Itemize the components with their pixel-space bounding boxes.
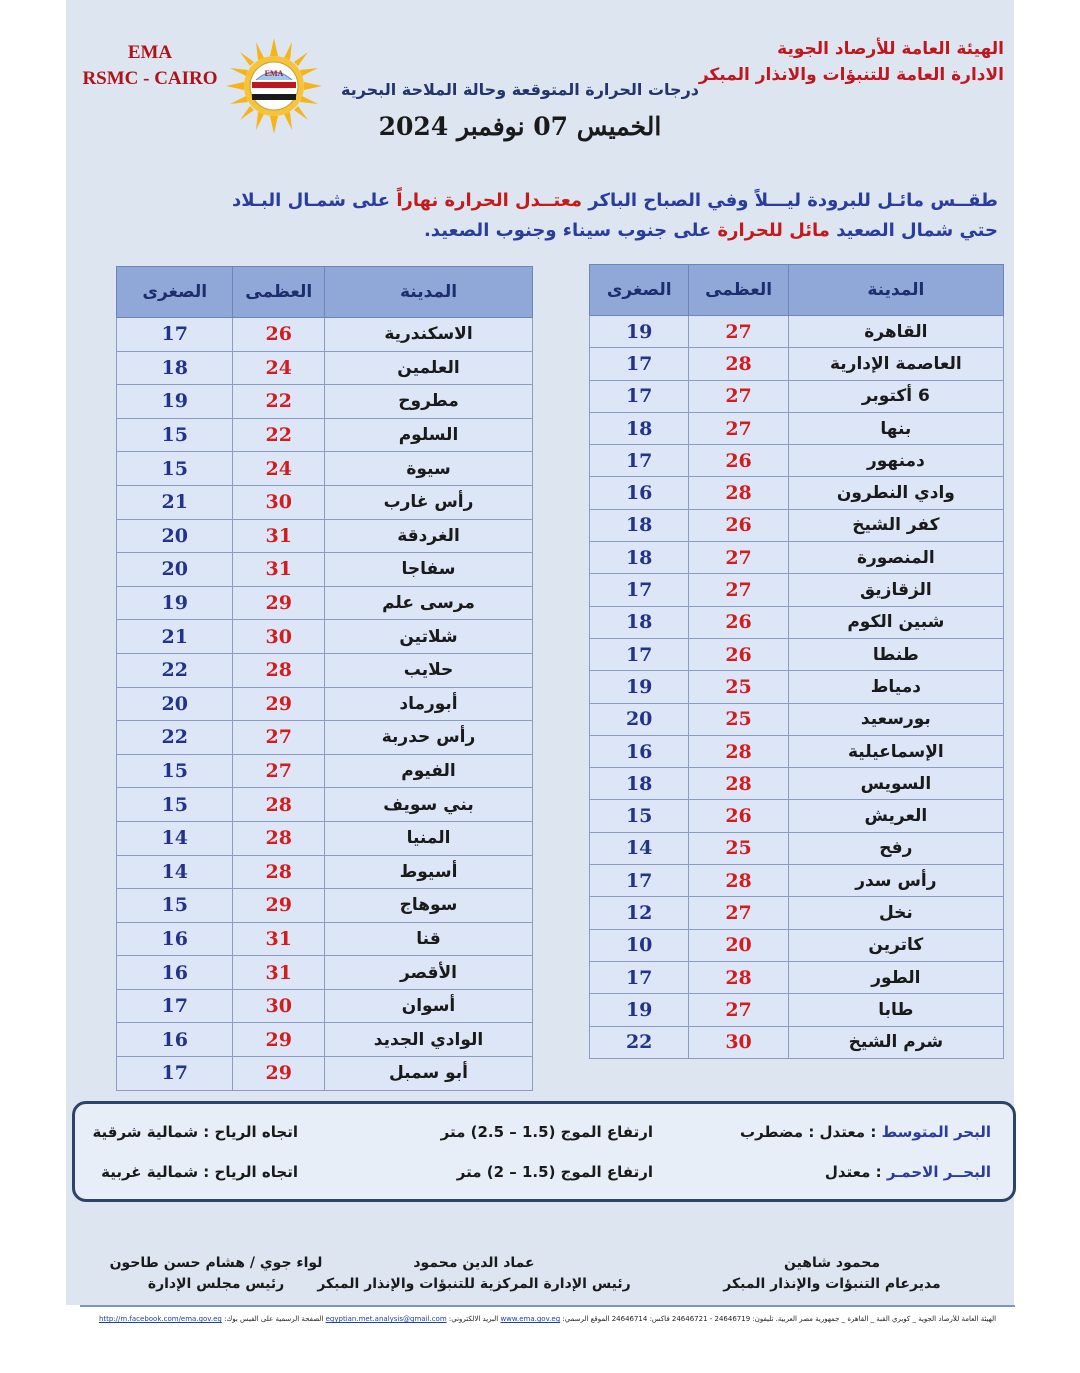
website-link[interactable]: www.ema.gov.eg: [500, 1315, 561, 1323]
max-temp-cell: 26: [689, 445, 788, 477]
city-cell: بنها: [788, 412, 1003, 444]
city-cell: الزقازيق: [788, 574, 1003, 606]
table-row: [117, 1057, 533, 1091]
max-temp-cell: 25: [689, 671, 788, 703]
city-cell: مطروح: [325, 385, 533, 419]
min-temp-cell: 16: [117, 922, 233, 956]
table-row: [590, 897, 1004, 929]
table-row: [117, 485, 533, 519]
min-temp-cell: 19: [117, 385, 233, 419]
max-temp-cell: 28: [689, 961, 788, 993]
max-temp-cell: 27: [689, 897, 788, 929]
forecast-part-1: طقــس مائـل للبرودة ليـــلاً وفي الصباح الباكر: [588, 190, 998, 211]
forecast-part-3: على شمـال البـلاد حتي شمال الصعيد: [232, 190, 998, 241]
min-column-header: الصغرى: [117, 267, 233, 318]
min-temp-cell: 17: [590, 961, 689, 993]
table-row: [590, 412, 1004, 444]
wind-direction: اتجاه الرياح : شمالية غربية: [101, 1163, 298, 1181]
footer-contact: [90, 1315, 1005, 1323]
min-temp-cell: 17: [590, 865, 689, 897]
max-temp-cell: 26: [689, 800, 788, 832]
max-temp-cell: 30: [233, 620, 325, 654]
mediterranean-row: [75, 1123, 1013, 1153]
min-temp-cell: 22: [117, 721, 233, 755]
max-temp-cell: 31: [233, 519, 325, 553]
table-row: [590, 606, 1004, 638]
city-cell: كاترين: [788, 929, 1003, 961]
max-temp-cell: 25: [689, 832, 788, 864]
max-temp-cell: 26: [689, 638, 788, 670]
city-cell: نخل: [788, 897, 1003, 929]
table-row: [590, 800, 1004, 832]
org-line-1: الهيئة العامة للأرصاد الجوية: [777, 39, 1004, 59]
signatures: [66, 1253, 1014, 1303]
min-temp-cell: 15: [117, 452, 233, 486]
table-row: [590, 316, 1004, 348]
min-temp-cell: 22: [590, 1026, 689, 1058]
city-cell: بورسعيد: [788, 703, 1003, 735]
city-cell: الغردقة: [325, 519, 533, 553]
signer-name: عماد الدين محمود: [413, 1255, 535, 1271]
city-cell: الطور: [788, 961, 1003, 993]
max-temp-cell: 28: [689, 768, 788, 800]
max-temp-cell: 27: [689, 994, 788, 1026]
city-column-header: المدينة: [325, 267, 533, 318]
max-temp-cell: 31: [233, 553, 325, 587]
city-cell: العريش: [788, 800, 1003, 832]
table-row: [117, 821, 533, 855]
min-temp-cell: 19: [590, 671, 689, 703]
table-row: [117, 418, 533, 452]
min-temp-cell: 15: [117, 754, 233, 788]
min-temp-cell: 16: [117, 956, 233, 990]
signer-2: [304, 1253, 644, 1295]
max-temp-cell: 29: [233, 889, 325, 923]
table-row: [590, 961, 1004, 993]
max-temp-cell: 28: [689, 735, 788, 767]
max-temp-cell: 28: [689, 477, 788, 509]
facebook-link[interactable]: http://m.facebook.com/ema.gov.eg: [98, 1315, 222, 1323]
city-cell: رأس حدربة: [325, 721, 533, 755]
city-cell: رأس غارب: [325, 485, 533, 519]
table-row: [117, 956, 533, 990]
max-temp-cell: 28: [233, 855, 325, 889]
min-temp-cell: 18: [590, 542, 689, 574]
max-temp-cell: 28: [233, 653, 325, 687]
city-cell: أبو سمبل: [325, 1057, 533, 1091]
signer-title: رئيس مجلس الإدارة: [147, 1276, 285, 1292]
temperature-table-left: [116, 266, 533, 1091]
forecast-part-2: معتــدل الحرارة نهاراً: [396, 190, 583, 211]
table-row: [590, 542, 1004, 574]
max-temp-cell: 31: [233, 956, 325, 990]
city-cell: 6 أكتوبر: [788, 380, 1003, 412]
max-temp-cell: 30: [233, 485, 325, 519]
city-cell: شرم الشيخ: [788, 1026, 1003, 1058]
signer-title: رئيس الإدارة المركزية للتنبؤات والإنذار المبكر: [317, 1276, 631, 1292]
city-cell: دمنهور: [788, 445, 1003, 477]
sea-state: : معتدل: [824, 1163, 882, 1181]
city-cell: الفيوم: [325, 754, 533, 788]
city-cell: الوادي الجديد: [325, 1023, 533, 1057]
max-temp-cell: 20: [689, 929, 788, 961]
table-row: [117, 889, 533, 923]
min-temp-cell: 20: [117, 553, 233, 587]
city-cell: أسوان: [325, 989, 533, 1023]
max-temp-cell: 22: [233, 385, 325, 419]
city-cell: المنصورة: [788, 542, 1003, 574]
city-column-header: المدينة: [788, 265, 1003, 316]
table-row: [590, 509, 1004, 541]
max-temp-cell: 28: [689, 348, 788, 380]
ema-rsmc-label: [70, 40, 230, 92]
table-row: [117, 1023, 533, 1057]
max-temp-cell: 27: [689, 380, 788, 412]
city-cell: رأس سدر: [788, 865, 1003, 897]
city-cell: طنطا: [788, 638, 1003, 670]
table-row: [590, 832, 1004, 864]
table-row: [117, 586, 533, 620]
table-row: [117, 721, 533, 755]
min-temp-cell: 19: [590, 316, 689, 348]
table-row: [590, 1026, 1004, 1058]
table-row: [117, 922, 533, 956]
table-row: [117, 855, 533, 889]
city-cell: سفاجا: [325, 553, 533, 587]
city-cell: دمياط: [788, 671, 1003, 703]
city-cell: السلوم: [325, 418, 533, 452]
organization-name: [699, 36, 1004, 88]
min-temp-cell: 17: [590, 638, 689, 670]
min-temp-cell: 17: [117, 318, 233, 352]
table-row: [590, 445, 1004, 477]
max-column-header: العظمى: [689, 265, 788, 316]
city-cell: رفح: [788, 832, 1003, 864]
max-temp-cell: 29: [233, 687, 325, 721]
table-header-row: [117, 267, 533, 318]
min-temp-cell: 21: [117, 485, 233, 519]
max-temp-cell: 26: [689, 509, 788, 541]
min-temp-cell: 16: [590, 735, 689, 767]
max-column-header: العظمى: [233, 267, 325, 318]
signer-3: [86, 1253, 346, 1295]
min-temp-cell: 14: [117, 821, 233, 855]
table-row: [117, 788, 533, 822]
table-row: [117, 754, 533, 788]
min-temp-cell: 18: [590, 606, 689, 638]
min-temp-cell: 21: [117, 620, 233, 654]
city-cell: الاسكندرية: [325, 318, 533, 352]
max-temp-cell: 27: [233, 754, 325, 788]
max-temp-cell: 26: [233, 318, 325, 352]
min-temp-cell: 16: [117, 1023, 233, 1057]
city-cell: سوهاج: [325, 889, 533, 923]
min-temp-cell: 17: [590, 380, 689, 412]
min-temp-cell: 15: [117, 418, 233, 452]
min-temp-cell: 16: [590, 477, 689, 509]
table-row: [590, 735, 1004, 767]
max-temp-cell: 28: [233, 788, 325, 822]
facebook-label: الصفحة الرسمية على الفيس بوك:: [224, 1315, 324, 1323]
min-temp-cell: 15: [117, 788, 233, 822]
min-temp-cell: 19: [117, 586, 233, 620]
min-temp-cell: 20: [590, 703, 689, 735]
table-row: [117, 452, 533, 486]
min-temp-cell: 17: [590, 574, 689, 606]
table-row: [117, 653, 533, 687]
sea-state: : معتدل : مضطرب: [740, 1123, 877, 1141]
max-temp-cell: 26: [689, 606, 788, 638]
max-temp-cell: 27: [689, 412, 788, 444]
footer-text: الهيئة العامة للأرصاد الجوية _ كوبري القبة _ القاهرة _ جمهورية مصر العربية. تليفون: 24646719 - 24646721 فاكس: 24646714 الموقع الرسمي:: [562, 1315, 997, 1323]
min-temp-cell: 14: [590, 832, 689, 864]
city-cell: الأقصر: [325, 956, 533, 990]
city-cell: طابا: [788, 994, 1003, 1026]
sea-name: البحــر الاحمـر: [886, 1163, 991, 1181]
max-temp-cell: 27: [233, 721, 325, 755]
signer-1: [712, 1253, 952, 1295]
max-temp-cell: 29: [233, 1023, 325, 1057]
min-column-header: الصغرى: [590, 265, 689, 316]
min-temp-cell: 17: [590, 445, 689, 477]
city-cell: حلايب: [325, 653, 533, 687]
table-header-row: [590, 265, 1004, 316]
min-temp-cell: 17: [117, 1057, 233, 1091]
wave-height: ارتفاع الموج (1.5 – 2.5) متر: [440, 1123, 653, 1141]
max-temp-cell: 27: [689, 316, 788, 348]
min-temp-cell: 17: [590, 348, 689, 380]
red-sea-row: [75, 1163, 1013, 1193]
min-temp-cell: 12: [590, 897, 689, 929]
table-row: [590, 380, 1004, 412]
table-row: [117, 553, 533, 587]
max-temp-cell: 22: [233, 418, 325, 452]
city-cell: شلاتين: [325, 620, 533, 654]
table-row: [590, 574, 1004, 606]
min-temp-cell: 15: [590, 800, 689, 832]
min-temp-cell: 15: [117, 889, 233, 923]
table-row: [117, 687, 533, 721]
city-cell: الإسماعيلية: [788, 735, 1003, 767]
wave-height: ارتفاع الموج (1.5 – 2) متر: [456, 1163, 653, 1181]
table-row: [117, 519, 533, 553]
city-cell: العاصمة الإدارية: [788, 348, 1003, 380]
max-temp-cell: 27: [689, 542, 788, 574]
table-row: [117, 318, 533, 352]
signer-name: لواء جوي / هشام حسن طاحون: [109, 1255, 323, 1271]
table-row: [590, 929, 1004, 961]
max-temp-cell: 29: [233, 1057, 325, 1091]
table-row: [590, 768, 1004, 800]
city-cell: أسيوط: [325, 855, 533, 889]
max-temp-cell: 29: [233, 586, 325, 620]
table-row: [117, 351, 533, 385]
bulletin-date: الخميس 07 نوفمبر 2024: [378, 112, 662, 141]
table-row: [590, 865, 1004, 897]
table-row: [117, 989, 533, 1023]
max-temp-cell: 24: [233, 452, 325, 486]
city-cell: وادي النطرون: [788, 477, 1003, 509]
table-row: [590, 477, 1004, 509]
city-cell: شبين الكوم: [788, 606, 1003, 638]
sea-name: البحر المتوسط: [881, 1123, 991, 1141]
min-temp-cell: 17: [117, 989, 233, 1023]
table-row: [590, 994, 1004, 1026]
ema-label: EMA: [127, 42, 173, 63]
max-temp-cell: 31: [233, 922, 325, 956]
min-temp-cell: 14: [117, 855, 233, 889]
city-cell: بني سويف: [325, 788, 533, 822]
max-temp-cell: 30: [233, 989, 325, 1023]
marine-conditions-box: [72, 1101, 1016, 1202]
min-temp-cell: 18: [117, 351, 233, 385]
forecast-part-4: مائل للحرارة: [717, 220, 830, 241]
min-temp-cell: 18: [590, 768, 689, 800]
city-cell: قنا: [325, 922, 533, 956]
table-row: [590, 638, 1004, 670]
min-temp-cell: 19: [590, 994, 689, 1026]
rsmc-label: RSMC - CAIRO: [82, 68, 218, 89]
table-row: [117, 385, 533, 419]
email-label: البريد الالكتروني:: [448, 1315, 499, 1323]
city-cell: مرسى علم: [325, 586, 533, 620]
city-cell: المنيا: [325, 821, 533, 855]
min-temp-cell: 10: [590, 929, 689, 961]
city-cell: العلمين: [325, 351, 533, 385]
max-temp-cell: 25: [689, 703, 788, 735]
city-cell: أبورماد: [325, 687, 533, 721]
table-row: [590, 348, 1004, 380]
min-temp-cell: 18: [590, 509, 689, 541]
city-cell: سيوة: [325, 452, 533, 486]
weather-forecast-text: [190, 186, 998, 246]
min-temp-cell: 18: [590, 412, 689, 444]
forecast-part-5: على جنوب سيناء وجنوب الصعيد.: [423, 220, 712, 241]
logo-text: EMA: [264, 69, 284, 78]
table-row: [590, 671, 1004, 703]
signer-name: محمود شاهين: [783, 1255, 881, 1271]
signer-title: مديرعام التنبؤات والإنذار المبكر: [723, 1276, 941, 1292]
org-line-2: الادارة العامة للتنبؤات والانذار المبكر: [698, 65, 1004, 85]
city-cell: القاهرة: [788, 316, 1003, 348]
city-cell: السويس: [788, 768, 1003, 800]
temperature-table-right: [589, 264, 1004, 1059]
min-temp-cell: 20: [117, 519, 233, 553]
footer-divider: [80, 1305, 1015, 1307]
min-temp-cell: 20: [117, 687, 233, 721]
wind-direction: اتجاه الرياح : شمالية شرقية: [92, 1123, 298, 1141]
bulletin-subtitle: درجات الحرارة المتوقعة وحالة الملاحة البحرية: [340, 80, 699, 99]
max-temp-cell: 24: [233, 351, 325, 385]
table-row: [117, 620, 533, 654]
min-temp-cell: 22: [117, 653, 233, 687]
max-temp-cell: 28: [689, 865, 788, 897]
max-temp-cell: 30: [689, 1026, 788, 1058]
email-link[interactable]: egyptian.met.analysis@gmail.com: [325, 1315, 447, 1323]
city-cell: كفر الشيخ: [788, 509, 1003, 541]
max-temp-cell: 28: [233, 821, 325, 855]
table-row: [590, 703, 1004, 735]
max-temp-cell: 27: [689, 574, 788, 606]
